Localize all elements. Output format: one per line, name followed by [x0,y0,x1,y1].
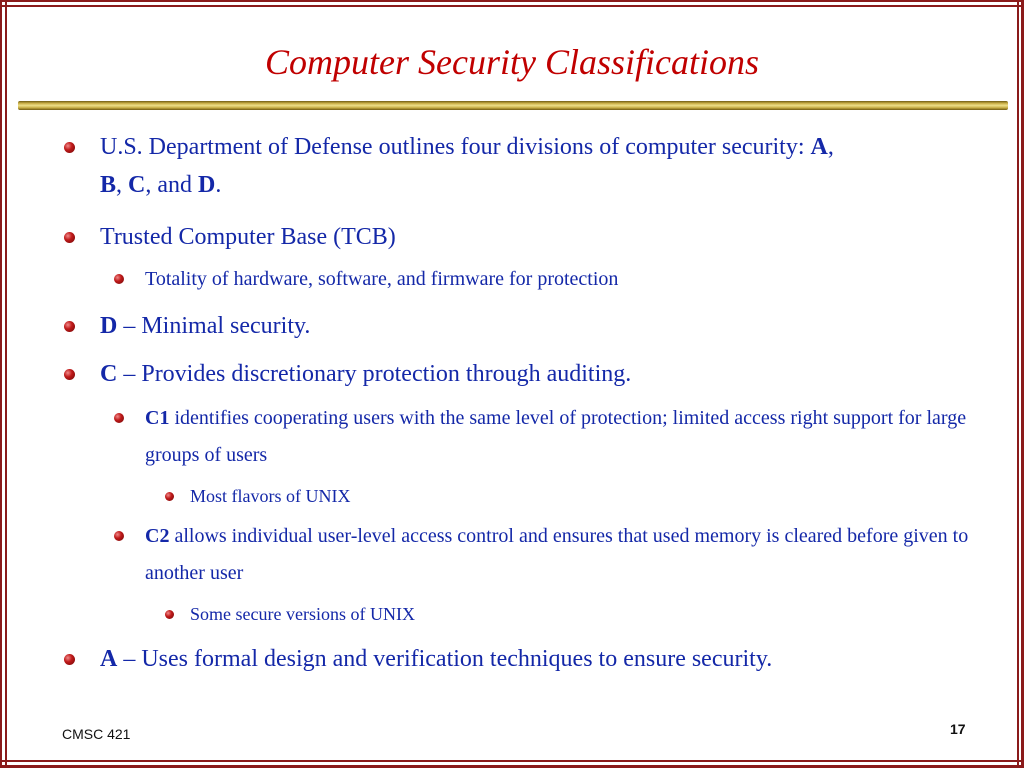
bullet-icon [64,654,75,665]
c1-key: C1 [145,407,170,429]
slide-frame-bottom-inner [0,760,1024,762]
bullet-icon [64,232,75,243]
slide-number: 17 [950,721,966,737]
division-a-key: A [100,646,118,672]
bullet-icon [165,492,174,501]
sub-sub-bullet-secure-unix [190,601,970,627]
bullet-text: – Minimal security. [117,313,311,339]
bullet-text: U.S. Department of Defense outlines four divisions of computer security: [100,134,811,160]
bullet-text: – Provides discretionary protection through auditing. [117,361,632,387]
division-c-key: C [100,361,118,387]
bullet-division-d [100,307,980,345]
sub-bullet-c2 [145,518,985,592]
bullet-text: Trusted Computer Base (TCB) [100,224,396,250]
bullet-tcb [100,218,980,256]
separator-text: , [827,134,834,160]
division-b-label: B [100,172,117,198]
sub-bullet-tcb-totality [145,261,985,298]
bullet-text: Most flavors of UNIX [190,486,351,506]
bullet-text: identifies cooperating users with the same level of protection; limited access right support for large groups of users [145,407,967,466]
division-d-label: D [198,172,216,198]
bullet-division-c [100,355,980,393]
division-d-key: D [100,313,118,339]
sub-sub-bullet-unix-flavors [190,483,970,509]
bullet-icon [114,413,124,423]
separator-text: . [215,172,222,198]
c2-key: C2 [145,525,170,547]
bullet-text: – Uses formal design and verification techniques to ensure security. [117,646,773,672]
separator-text: , and [145,172,199,198]
bullet-text: Some secure versions of UNIX [190,604,415,624]
bullet-icon [165,610,174,619]
bullet-icon [114,274,124,284]
bullet-text: Totality of hardware, software, and firmware for protection [145,268,619,290]
bullet-icon [64,321,75,332]
separator-text: , [116,172,129,198]
bullet-icon [64,369,75,380]
bullet-text: allows individual user-level access control and ensures that used memory is cleared before given to another user [145,525,969,584]
bullet-division-a [100,640,980,678]
bullet-icon [64,142,75,153]
sub-bullet-c1 [145,400,985,474]
footer-course-label: CMSC 421 [62,726,131,742]
bullet-dod-divisions [100,128,980,204]
slide-title: Computer Security Classifications [265,42,759,82]
division-c-label: C [128,172,146,198]
division-a-label: A [810,134,828,160]
bullet-icon [114,531,124,541]
